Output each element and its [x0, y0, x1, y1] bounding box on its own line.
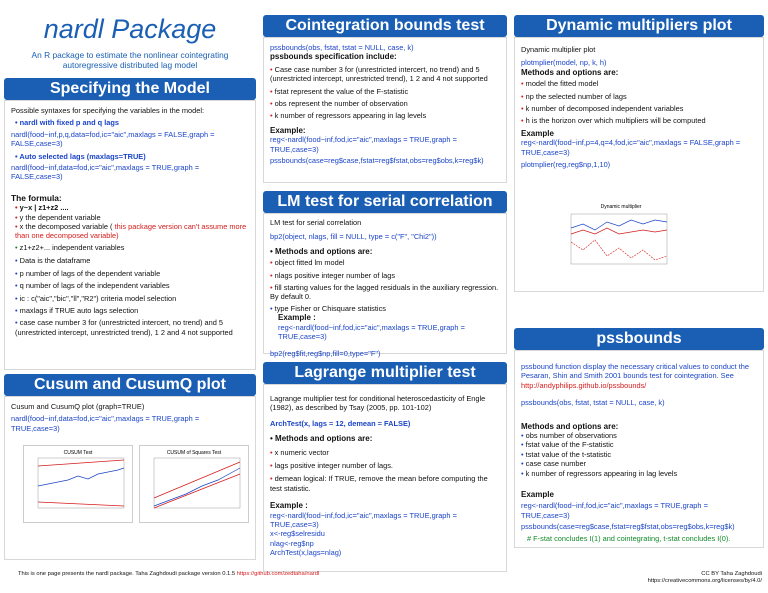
lagrange-example-1: reg<-nardl(food~inf,fod,ic="aic",maxlags = TRUE,graph = TRUE,case=3): [270, 510, 457, 530]
formula-x: [11, 222, 249, 241]
pss-methods: Methods and options are:: [521, 421, 619, 431]
lm-intro: LM test for serial correlation: [270, 218, 362, 227]
footer-link[interactable]: https://github.com/zedtaha/nardl: [236, 571, 320, 577]
cusumq-chart-svg: [140, 446, 248, 522]
lm-section: [263, 213, 507, 359]
lagrange-intro: Lagrange multiplier test for conditional heteroscedasticity of Engle (1982), as described by Tsay (2005, pp. 101-102): [270, 394, 486, 413]
pss-example-1: reg<-nardl(food~inf,fod,ic="aic",maxlags = TRUE,graph = TRUE,case=3): [521, 501, 708, 520]
dyn-chart-title: Dynamic multiplier: [600, 204, 642, 210]
pss-case: • case case number: [521, 459, 757, 468]
right-column: [514, 0, 764, 548]
lm-object: • object fitted lm model: [270, 258, 500, 267]
pss-url-link[interactable]: http://andyphilips.github.io/pssbounds/: [521, 380, 647, 390]
footer-text: This is one page presents the nardl package. Taha Zaghdoudi package version 0.1.5: [18, 571, 236, 577]
spec-intro: Possible syntaxes for specifying the variables in the model:: [11, 106, 205, 115]
lagrange-header: Lagrange multiplier test: [263, 362, 507, 384]
cusum-chart-title: CUSUM Test: [63, 450, 93, 456]
dyn-signature: plotmplier(model, np, k, h): [521, 58, 607, 68]
dyn-chart-svg: [557, 200, 685, 276]
spec-header: Specifying the Model: [4, 78, 256, 100]
pss-obs: • obs number of observations: [521, 431, 757, 440]
pss-comment: # F-stat concludes I(1) and cointegrating, t-stat concludes I(0).: [527, 533, 731, 543]
cusum-line: [38, 468, 124, 486]
lagrange-signature: ArchTest(x, lags = 12, demean = FALSE): [270, 418, 411, 428]
param-data: • Data is the dataframe: [11, 256, 249, 265]
formula-line: • y~x | z1+z2 ....: [11, 203, 249, 212]
bounds-example-label: Example:: [270, 125, 306, 135]
dyn-k: • k number of decomposed independent variables: [521, 104, 757, 113]
opt-fixed-lags: • nardl with fixed p and q lags: [11, 118, 249, 127]
bounds-example-1: reg<-nardl(food~inf,fod,ic="aic",maxlags = TRUE,graph = TRUE,case=3): [270, 135, 457, 154]
code-fixed-args: food~inf,p,q,data=fod,ic="aic",maxlags = FALSE,graph = FALSE,case=3): [11, 129, 215, 149]
spec-section: [4, 100, 256, 370]
cusum-code: nardl(food~inf,data=fod,ic="aic",maxlags = TRUE,graph = TRUE,case=3): [11, 414, 200, 433]
lagrange-section: [263, 384, 507, 572]
pss-example-2: pssbounds(case=reg$case,fstat=reg$fstat,obs=reg$obs,k=reg$k): [521, 522, 735, 532]
cusum-chart-svg: [24, 446, 132, 522]
param-ic: • ic : c("aic","bic","ll","R2") criteria model selection: [11, 294, 249, 303]
dyn-positive-line: [571, 220, 667, 230]
lm-methods: • Methods and options are:: [270, 247, 500, 256]
lagrange-lags: • lags positive integer number of lags.: [270, 461, 500, 470]
lm-example-label: Example :: [278, 313, 316, 323]
dyn-section: [514, 37, 764, 292]
lagrange-demean: • demean logical: If TRUE, remove the mean before computing the test statistic.: [270, 474, 500, 493]
lm-example-1: reg<-nardl(food~inf,fod,ic="aic",maxlags = TRUE,graph = TRUE,case=3): [278, 322, 465, 342]
footer: [18, 571, 319, 578]
cusum-chart: [23, 445, 133, 523]
formula-z: • z1+z2+... independent variables: [11, 243, 249, 252]
lagrange-methods: • Methods and options are:: [270, 434, 500, 443]
license: [648, 571, 762, 585]
dyn-asymmetry-line: [571, 240, 667, 260]
lagrange-x: • x numeric vector: [270, 448, 500, 457]
bounds-case: • Case case number 3 for (unrestricted intercert, no trend) and 5 (unrestricted intercept, unrestricted trend), 1 2 and 4 not supported: [270, 65, 500, 84]
pss-tstat: • tstat value of the t-statistic: [521, 450, 757, 459]
dyn-h: • h is the horizon over which multipliers will be computed: [521, 116, 757, 125]
pss-signature: pssbounds(obs, fstat, tstat = NULL, case, k): [521, 398, 665, 408]
dyn-plot-frame: [571, 214, 667, 264]
cusumq-chart-title: CUSUM of Squares Test: [166, 450, 222, 456]
cusum-plot-frame: [38, 458, 124, 508]
lagrange-example-3: nlag<-reg$np: [270, 538, 314, 548]
pss-k: • k number of regressors appearing in lag levels: [521, 469, 757, 478]
pss-intro: [521, 362, 757, 390]
bounds-fstat: • fstat represent the value of the F-statistic: [270, 87, 500, 96]
cusum-intro: Cusum and CusumQ plot (graph=TRUE): [11, 402, 145, 411]
code-fixed: [11, 130, 249, 149]
cusumq-lower-bound: [154, 474, 240, 508]
pss-fstat: • fstat value of the F-statistic: [521, 440, 757, 449]
bounds-obs: • obs represent the number of observation: [270, 99, 500, 108]
middle-column: [263, 0, 507, 572]
dyn-header: Dynamic multipliers plot: [514, 15, 764, 37]
dyn-example-label: Example: [521, 128, 554, 138]
cusum-upper-bound: [38, 460, 124, 466]
dyn-model: • model the fitted model: [521, 79, 757, 88]
license-line-2[interactable]: https://creativecommons.org/licenses/by/4.0/: [647, 578, 762, 584]
page-title: nardl Package: [43, 14, 217, 44]
bounds-signature: pssbounds(obs, fstat, tstat = NULL, case, k): [270, 43, 414, 52]
dyn-example-1: reg<-nardl(food~inf,p=4,q=4,fod,ic="aic",maxlags = FALSE,graph = TRUE,case=3): [521, 138, 741, 157]
code-auto: nardl(food~inf,data=fod,ic="aic",maxlags = TRUE,graph = FALSE,case=3): [11, 163, 200, 182]
dyn-negative-line: [571, 228, 667, 234]
bounds-spec: pssbounds specification include:: [270, 52, 397, 62]
formula-x-warning: this package version can't assume more than one decomposed variable): [15, 222, 247, 241]
bounds-header: Cointegration bounds test: [263, 15, 507, 37]
cusum-header: Cusum and CusumQ plot: [4, 374, 256, 396]
param-maxlags: • maxlags if TRUE auto lags selection: [11, 306, 249, 315]
pss-intro-text: pssbound function display the necessary critical values to conduct the Pesaran, Shin and Smith 2001 bounds test for cointegration. See: [521, 362, 750, 381]
lagrange-example-2: x<-reg$selresidu: [270, 529, 325, 539]
cusumq-upper-bound: [154, 462, 240, 498]
param-p: • p number of lags of the dependent variable: [11, 269, 249, 278]
page-subtitle: An R package to estimate the nonlinear cointegrating autoregressive distributed lag model: [31, 50, 229, 70]
param-case: • case case number 3 for (unrestricted intercert, no trend) and 5 (unrestricted intercept, unrestricted trend), 1 2 and 4 not supported: [11, 318, 249, 337]
lm-fill: • fill starting values for the lagged residuals in the auxiliary regression. By default 0.: [270, 283, 500, 302]
cusumq-plot-frame: [154, 458, 240, 508]
opt-auto-lags: • Auto selected lags (maxlags=TRUE): [11, 152, 249, 161]
cusum-section: [4, 396, 256, 560]
code-fixed-fn: nardl(: [11, 129, 30, 139]
license-line-1: CC BY Taha Zaghdoudi: [701, 571, 762, 577]
dyn-example-2: plotmplier(reg,reg$np,1,10): [521, 160, 611, 170]
lagrange-example-label: Example :: [270, 501, 308, 511]
lm-nlags: • nlags positive integer number of lags: [270, 271, 500, 280]
lm-example-2: bp2(reg$fit,reg$np,fill=0,type="F"): [270, 349, 381, 359]
pss-header: pssbounds: [514, 328, 764, 350]
bounds-section: [263, 37, 507, 183]
lm-header: LM test for serial correlation: [263, 191, 507, 213]
bounds-example-2: pssbounds(case=reg$case,fstat=reg$fstat,obs=reg$obs,k=reg$k): [270, 156, 484, 166]
dyn-np: • np the selected number of lags: [521, 92, 757, 101]
formula-x-text: x the decomposed variable (: [19, 222, 113, 232]
pss-section: [514, 350, 764, 548]
cusumq-chart: [139, 445, 249, 523]
bounds-k: • k number of regressors appearing in lag levels: [270, 111, 500, 120]
param-q: • q number of lags of the independent variables: [11, 281, 249, 290]
dyn-methods: Methods and options are:: [521, 67, 619, 77]
dyn-chart: [557, 200, 685, 276]
left-column: [4, 0, 256, 560]
formula-label: The formula:: [11, 192, 62, 203]
lagrange-example-4: ArchTest(x,lags=nlag): [270, 548, 342, 558]
cusum-lower-bound: [38, 502, 124, 506]
lm-type: • type Fisher or Chisquare statistics: [270, 304, 500, 313]
dyn-intro: Dynamic multiplier plot: [521, 45, 596, 54]
lm-signature: bp2(object, nlags, fill = NULL, type = c("F", "Chi2")): [270, 232, 437, 242]
pss-example-label: Example: [521, 490, 554, 500]
formula-y: • y the dependent variable: [11, 213, 249, 222]
cusumq-line: [154, 468, 240, 506]
